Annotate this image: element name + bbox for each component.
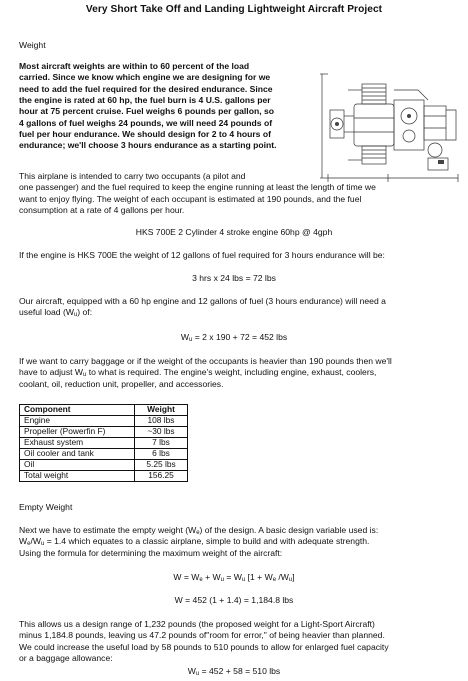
useful-load-calculation: $W_u = 2$ x 190 + 72 = 452 lbs	[180, 332, 288, 343]
section-heading-weight: Weight	[19, 40, 46, 50]
intro-line: hour at 75 percent cruise. Fuel weighs 6 pounds per gallon, so	[19, 106, 275, 117]
component-weight-table	[19, 404, 188, 482]
useful-load-line: Our aircraft, equipped with a 60 hp engine and 12 gallons of fuel (3 hours endurance) will need a	[19, 296, 386, 306]
intro-line: fuel per hour endurance. We should design for 2 to 4 hours of	[19, 128, 271, 139]
intro-line: the engine is rated at 60 hp, the fuel burn is 4 U.S. gallons per	[19, 94, 271, 105]
component-cell: Engine	[20, 416, 135, 427]
weight-cell: 7 lbs	[135, 438, 188, 449]
range-line: or a baggage allowance:	[19, 652, 113, 663]
range-line: This allows us a design range of 1,232 pounds (the proposed weight for a Light-Sport Aircraft)	[19, 619, 375, 629]
table-row	[20, 449, 188, 460]
baggage-line: coolant, oil, reduction unit, propeller, and accessories.	[19, 378, 224, 389]
occupants-line: want to enjoy flying. The weight of each occupant is estimated at 190 pounds, and the fuel	[19, 193, 362, 204]
final-useful-load-calculation: $W_u = 452 + 58 = 510$ lbs	[187, 666, 281, 677]
intro-line: carried. Since we know which engine we are designing for we	[19, 72, 271, 83]
component-cell: Propeller (Powerfin F)	[20, 427, 135, 438]
table-row	[20, 427, 188, 438]
fuel-calculation: 3 hrs x 24 lbs = 72 lbs	[192, 273, 276, 283]
component-cell: Exhaust system	[20, 438, 135, 449]
baggage-line: If we want to carry baggage or if the weight of the occupants is heavier than 190 pounds then we'll	[19, 356, 392, 366]
range-line: minus 1,184.8 pounds, leaving us 47.2 pounds of"room for error," of being heavier than planned.	[19, 630, 385, 641]
table-row	[20, 438, 188, 449]
empty-weight-line: $W_e/W_u = 1.4$ which equates to a classic airplane, simple to build and with adequate strength.	[19, 536, 370, 548]
occupants-line: This airplane is intended to carry two occupants (a pilot and	[19, 171, 246, 181]
engine-spec-line: HKS 700E 2 Cylinder 4 stroke engine 60hp @ 4gph	[135, 227, 333, 237]
range-line: We could increase the useful load by 58 pounds to 510 pounds to allow for enlarged fuel capacity	[19, 641, 389, 652]
table-row	[20, 460, 188, 471]
max-weight-formula: $W = W_e + W_u = W_u$ [$1 + W_e$ $/W_u$]	[173, 572, 295, 583]
column-header-component: Component	[20, 405, 135, 416]
page-title: Very Short Take Off and Landing Lightweight Aircraft Project	[85, 4, 383, 15]
occupants-line: consumption at a rate of 4 gallons per hour.	[19, 204, 185, 215]
baggage-line: have to adjust $W_u$ to what is required. The engine's weight, including engine, exhaust, coolers,	[19, 367, 377, 379]
empty-weight-line: Next we have to estimate the empty weight $(W_e)$ of the design. A basic design variable used is:	[19, 525, 379, 536]
occupants-line: one passenger) and the fuel required to keep the engine running at least the length of time we	[19, 182, 376, 193]
max-weight-calculation: W = 452 (1 + 1.4) = 1,184.8 lbs	[174, 595, 294, 605]
section-heading-empty-weight: Empty Weight	[19, 502, 73, 512]
table-row	[20, 416, 188, 427]
engine-drawing	[318, 70, 464, 183]
intro-line: Most aircraft weights are within to 60 percent of the load	[19, 61, 250, 71]
table-header-row	[20, 405, 188, 416]
weight-cell: ~30 lbs	[135, 427, 188, 438]
fuel-sentence: If the engine is HKS 700E the weight of 12 gallons of fuel required for 3 hours endurance will be:	[19, 250, 385, 260]
column-header-weight: Weight	[135, 405, 188, 416]
component-cell: Oil cooler and tank	[20, 449, 135, 460]
empty-weight-line: Using the formula for determining the maximum weight of the aircraft:	[19, 547, 283, 558]
intro-line: 4 gallons of fuel weighs 24 pounds, we will need 24 pounds of	[19, 117, 273, 128]
table-row-total	[20, 471, 188, 482]
weight-cell: 6 lbs	[135, 449, 188, 460]
weight-cell: 156.25	[135, 471, 188, 482]
component-cell: Oil	[20, 460, 135, 471]
intro-line: endurance; we'll choose 3 hours endurance as a starting point.	[19, 140, 277, 151]
weight-cell: 5.25 lbs	[135, 460, 188, 471]
useful-load-line: useful load $(W_u)$ of:	[19, 307, 93, 319]
intro-line: need to add the fuel required for the desired endurance. Since	[19, 83, 273, 94]
component-cell: Total weight	[20, 471, 135, 482]
weight-cell: 108 lbs	[135, 416, 188, 427]
